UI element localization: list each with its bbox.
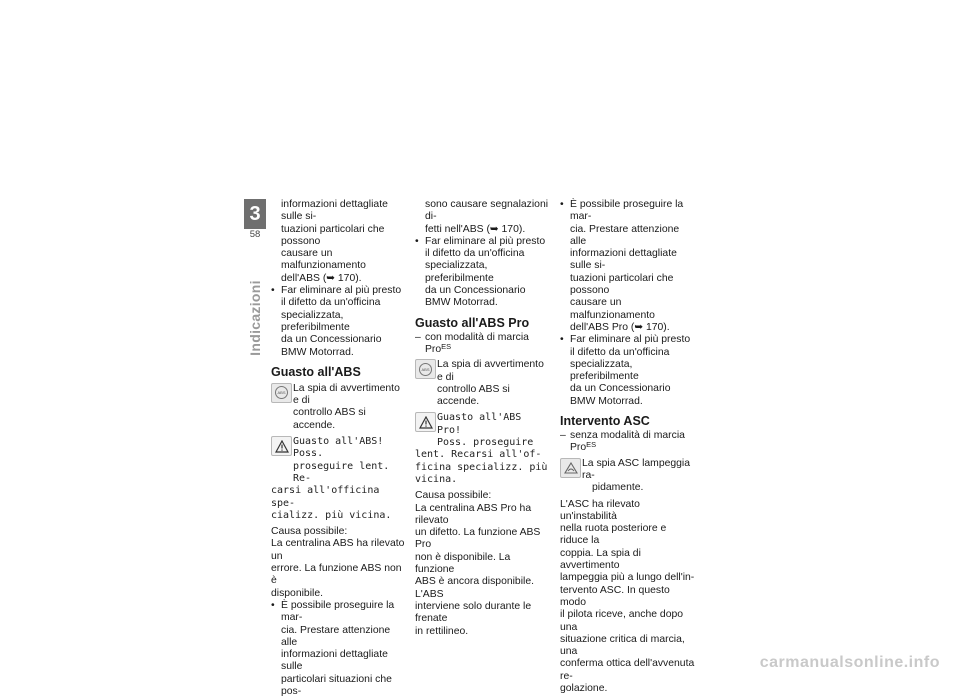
abs-warning-lamp-icon: ABS [415, 359, 436, 379]
warning-triangle-icon [415, 412, 436, 432]
list-item: • È possibile proseguire la mar- cia. Prestare attenzione alle informazioni dettagliate sulle particolari situazioni che pos- [271, 600, 407, 698]
list-item: • Far eliminare al più presto il difetto da un'officina specializzata, preferibilmente da un Concessionario BMW Motorrad. [415, 236, 551, 310]
column-1: informazioni dettagliate sulle si- tuazioni particolari che possono causare un malfunzionamento dell'ABS (➥ 170). • Far eliminare al più presto il difetto da un'officina specializzata, preferibilmente da un Concessionario BMW Motorrad. Guasto all'ABS ABS La spia di avvertimento e di controllo ABS si accende. Guasto all'ABS! Poss. proseguire lent. Re- carsi all'officina spe- cializz. più vicina. Causa possibile: La centralina ABS ha rilevato un errore. La funzione ABS non è disponibile. • È possibile proseguire la mar- cia. Prestare attenzione alle informazioni dettagliate sulle particolari situazioni che pos- [271, 199, 407, 698]
display-message: Guasto all'ABS! Poss. proseguire lent. Re- carsi all'officina spe- cializz. più vicina. [271, 436, 392, 521]
column-3: • È possibile proseguire la mar- cia. Prestare attenzione alle informazioni dettagliate sulle si- tuazioni particolari che possono causare un malfunzionamento dell'ABS Pro (➥ 170). • Far eliminare al più presto il difetto da un'officina specializzata, preferibilmente da un Concessionario BMW Motorrad. Intervento ASC – senza modalità di marcia Pro$^{ES}$ La spia ASC lampeggia ra- pidamente. L'ASC ha rilevato un'instabilità nella ruota posteriore e riduce la coppia. La spia di avvertimento lampeggia più a lungo dell'in- tervento ASC. In questo modo il pilota riceve, anche dopo una situazione critica di marcia, una conferma ottica dell'avvenuta re- golazione. [560, 199, 696, 695]
continued-text: sono causare segnalazioni di- fetti nell'ABS (➥ 170). [425, 199, 549, 235]
warning-triangle-icon [271, 436, 292, 456]
list-item: • Far eliminare al più presto il difetto da un'officina specializzata, preferibilmente da un Concessionario BMW Motorrad. [560, 334, 696, 408]
cause-label: Causa possibile: [271, 526, 348, 538]
column-2: sono causare segnalazioni di- fetti nell'ABS (➥ 170). • Far eliminare al più presto il difetto da un'officina specializzata, preferibilmente da un Concessionario BMW Motorrad. Guasto all'ABS Pro – con modalità di marcia Pro$^{ES}$ ABS La spia di avvertimento e di controllo ABS si accende. Guasto all'ABS Pro! Poss. proseguire lent. Recarsi all'of- ficina specializz. più vicina. Causa possibile: La centralina ABS Pro ha rilevato un difetto. La funzione ABS Pro non è disponibile. La funzione ABS è ancora disponibile. L'ABS interviene solo durante le frenate in rettilineo. [415, 199, 551, 638]
abs-lamp-row: ABS La spia di avvertimento e di controllo ABS si accende. [271, 383, 407, 432]
cause-label: Causa possibile: [415, 490, 492, 502]
asc-warning-lamp-icon [560, 458, 581, 478]
display-message: Guasto all'ABS Pro! Poss. proseguire lent. Recarsi all'of- ficina specializz. più vicina. [415, 412, 548, 485]
continued-text: informazioni dettagliate sulle si- tuazioni particolari che possono causare un malfunzionamento dell'ABS (➥ 170). [281, 199, 388, 284]
chapter-title: Indicazioni [246, 280, 263, 356]
list-item: • Far eliminare al più presto il difetto da un'officina specializzata, preferibilmente da un Concessionario BMW Motorrad. [271, 285, 407, 359]
abs-warning-lamp-icon: ABS [271, 383, 292, 403]
list-item: • È possibile proseguire la mar- cia. Prestare attenzione alle informazioni dettagliate sulle si- tuazioni particolari che possono causare un malfunzionamento dell'ABS Pro (➥ 170). [560, 199, 696, 334]
riding-mode-condition: – senza modalità di marcia Pro$^{ES}$ [560, 430, 696, 455]
asc-lamp-row: La spia ASC lampeggia ra- pidamente. [560, 458, 696, 495]
section-heading-abs-fault: Guasto all'ABS [271, 364, 361, 379]
section-heading-asc-intervention: Intervento ASC [560, 414, 650, 429]
watermark: carmanualsonline.info [759, 653, 940, 671]
riding-mode-condition: – con modalità di marcia Pro$^{ES}$ [415, 332, 551, 357]
page-number: 58 [249, 229, 261, 240]
abs-lamp-row: ABS La spia di avvertimento e di controllo ABS si accende. [415, 359, 551, 408]
chapter-number-badge: 3 [244, 199, 266, 229]
section-heading-abs-pro-fault: Guasto all'ABS Pro [415, 315, 530, 330]
